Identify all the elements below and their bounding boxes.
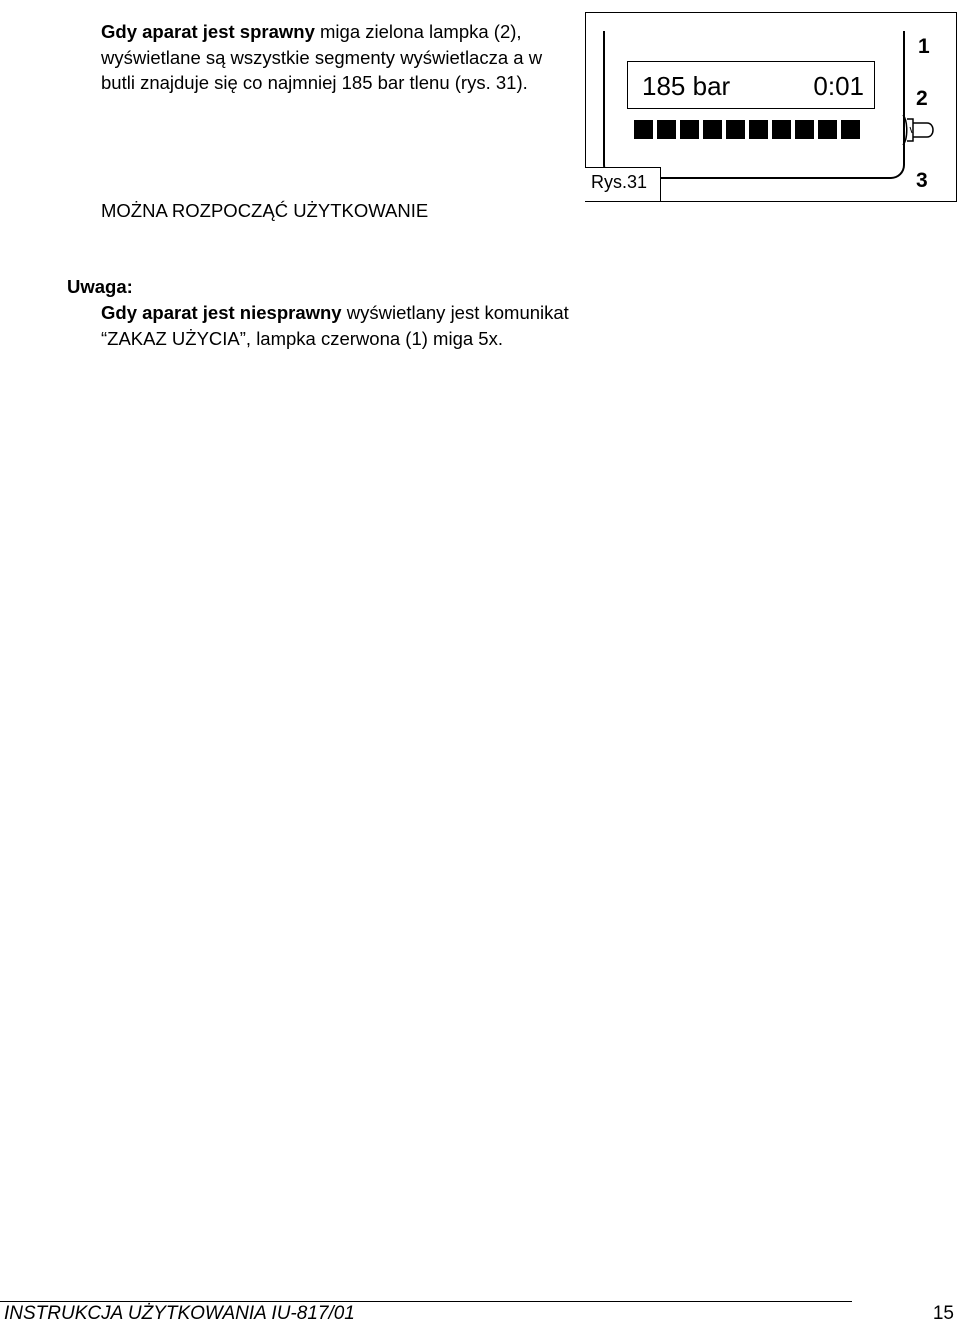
segment	[795, 120, 814, 139]
note-text: wyświetlany jest komunikat “ZAKAZ UŻYCIA”, lampka czerwona (1) miga 5x.	[101, 302, 569, 349]
footer-title: INSTRUKCJA UŻYTKOWANIA IU-817/01	[4, 1303, 355, 1324]
segment	[818, 120, 837, 139]
figure-label: Rys.31	[585, 167, 661, 201]
lcd-display	[627, 61, 875, 109]
note-paragraph	[101, 300, 621, 351]
intro-bold-lead: Gdy aparat jest sprawny	[101, 21, 315, 42]
callout-1: 1	[918, 35, 930, 58]
callout-3: 3	[916, 169, 928, 192]
segment	[680, 120, 699, 139]
intro-paragraph	[101, 19, 581, 96]
segment	[772, 120, 791, 139]
ok-heading: MOŻNA ROZPOCZĄĆ UŻYTKOWANIE	[101, 200, 429, 221]
push-button-icon	[899, 113, 943, 153]
intro-text: miga zielona lampka (2), wyświetlane są wszystkie segmenty wyświetlacza a w butli znajduje się co najmniej 185 bar tlenu (rys. 31).	[101, 21, 543, 93]
device-outline	[603, 31, 905, 179]
segment	[749, 120, 768, 139]
lcd-time: 0:01	[813, 71, 864, 101]
note-label: Uwaga:	[67, 276, 133, 297]
figure-31	[585, 12, 957, 202]
page-number: 15	[932, 1303, 954, 1324]
callout-2: 2	[916, 87, 928, 110]
segment	[634, 120, 653, 139]
lcd-segments	[634, 120, 874, 139]
segment	[841, 120, 860, 139]
segment	[703, 120, 722, 139]
footer-rule	[0, 1301, 852, 1302]
segment	[726, 120, 745, 139]
lcd-pressure: 185 bar	[642, 71, 731, 101]
segment	[657, 120, 676, 139]
note-bold-lead: Gdy aparat jest niesprawny	[101, 302, 342, 323]
